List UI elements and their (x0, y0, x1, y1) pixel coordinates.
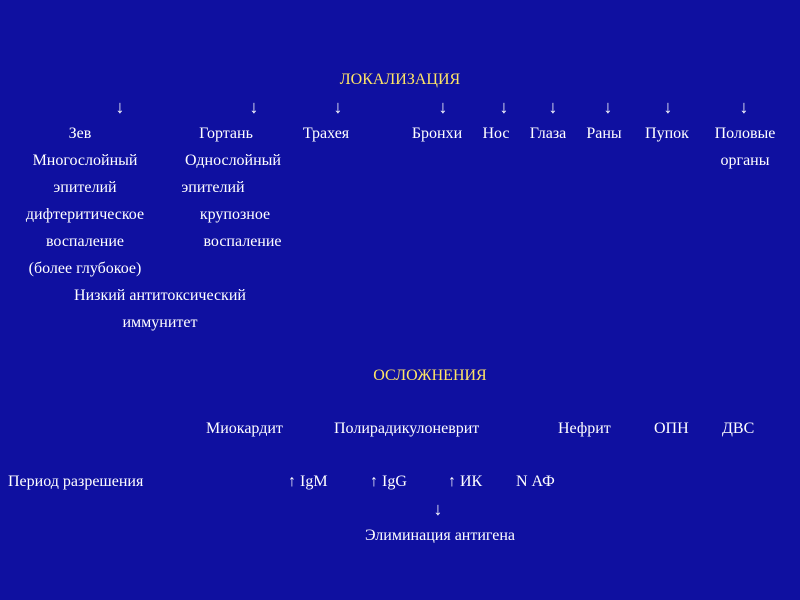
complication-poliradikulonevrit: Полирадикулоневрит (334, 420, 480, 437)
location-pupok: Пупок (645, 125, 689, 142)
resolution-igm: ↑ IgM (288, 473, 328, 490)
resolution-ik: ↑ ИК (448, 473, 483, 490)
zev-desc-line: Многослойный (32, 152, 138, 169)
resolution-af: N АФ (516, 473, 555, 490)
gortan-desc-line: крупозное (199, 206, 271, 223)
arrow-down-icon: ↓ (499, 97, 509, 117)
zev-desc-line: воспаление (45, 233, 125, 250)
resolution-label: Период разрешения (8, 473, 144, 490)
location-gortan: Гортань (199, 125, 253, 142)
localization-title: ЛОКАЛИЗАЦИЯ (339, 71, 461, 88)
resolution-igg: ↑ IgG (370, 473, 407, 490)
complication-dvs: ДВС (722, 420, 755, 437)
elimination-text: Элиминация антигена (364, 527, 516, 544)
zev-desc-line: (более глубокое) (28, 260, 142, 277)
complication-opn: ОПН (654, 420, 689, 437)
arrow-down-icon: ↓ (438, 97, 448, 117)
zev-desc-line: эпителий (53, 179, 117, 196)
gortan-desc-line: эпителий (181, 179, 245, 196)
zev-desc-line: дифтеритическое (25, 206, 145, 223)
arrow-down-icon: ↓ (249, 97, 259, 117)
immunity-line: Низкий антитоксический (74, 287, 246, 304)
location-bronhi: Бронхи (411, 125, 463, 142)
arrow-down-icon: ↓ (603, 97, 613, 117)
arrow-down-icon: ↓ (663, 97, 673, 117)
arrow-down-icon: ↓ (739, 97, 749, 117)
arrow-down-icon: ↓ (433, 499, 443, 519)
arrow-down-icon: ↓ (333, 97, 343, 117)
complications-title: ОСЛОЖНЕНИЯ (373, 367, 487, 384)
location-traheya: Трахея (302, 125, 350, 142)
location-polovye: Половые (714, 125, 776, 142)
gortan-desc-line: Однослойный (185, 152, 281, 169)
immunity-line: иммунитет (122, 314, 198, 331)
complication-nefrit: Нефрит (558, 420, 611, 437)
location-polovye-organy: органы (720, 152, 770, 169)
gortan-desc-line: воспаление (203, 233, 282, 250)
arrow-down-icon: ↓ (548, 97, 558, 117)
complication-miokardit: Миокардит (206, 420, 283, 437)
arrow-down-icon: ↓ (115, 97, 125, 117)
location-zev: Зев (68, 125, 92, 142)
location-glaza: Глаза (529, 125, 567, 142)
location-nos: Нос (482, 125, 510, 142)
location-rany: Раны (586, 125, 622, 142)
